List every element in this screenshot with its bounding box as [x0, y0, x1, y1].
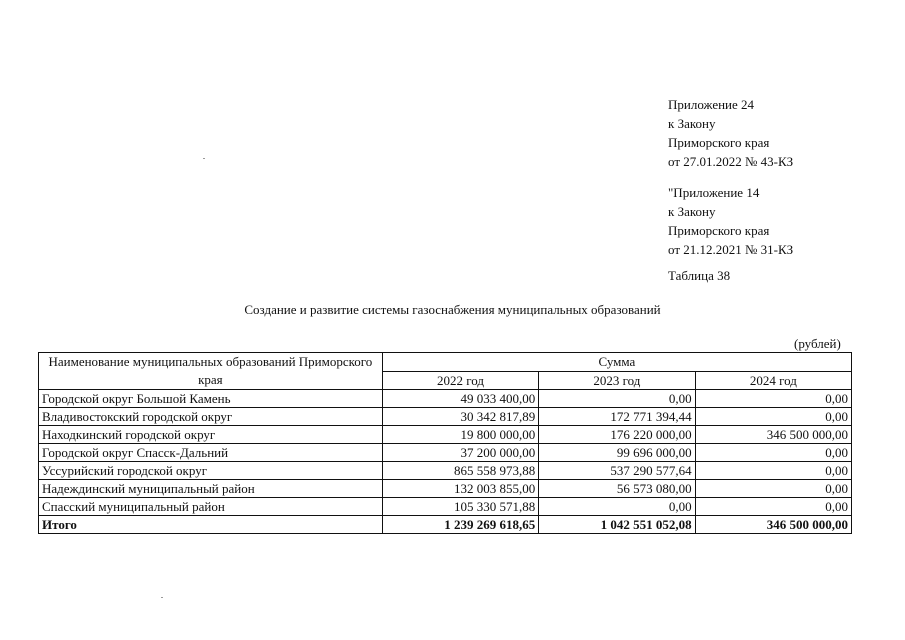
header-year-2023: 2023 год	[539, 371, 695, 390]
municipality-name: Владивостокский городской округ	[39, 408, 383, 426]
table-row	[39, 498, 852, 516]
units-label: (рублей)	[794, 336, 841, 351]
header-year-2024: 2024 год	[695, 371, 851, 390]
appendix-line: "Приложение 14	[668, 185, 760, 200]
municipality-name: Надеждинский муниципальный район	[39, 480, 383, 498]
municipality-name: Находкинский городской округ	[39, 426, 383, 444]
appendix-line: Приложение 24	[668, 97, 755, 112]
municipality-name: Городской округ Большой Камень	[39, 390, 383, 408]
amount-2024: 0,00	[695, 408, 851, 426]
amount-2024: 0,00	[695, 390, 851, 408]
municipality-name: Спасский муниципальный район	[39, 498, 383, 516]
header-row	[39, 353, 852, 372]
amount-2022: 105 330 571,88	[382, 498, 538, 516]
total-label: Итого	[39, 516, 383, 534]
appendix-line: к Закону	[668, 116, 716, 131]
amount-2024: 0,00	[695, 444, 851, 462]
total-row	[39, 516, 852, 534]
amount-2024: 0,00	[695, 480, 851, 498]
total-2022: 1 239 269 618,65	[382, 516, 538, 534]
table-row	[39, 408, 852, 426]
amount-2022: 865 558 973,88	[382, 462, 538, 480]
municipality-name: Уссурийский городской округ	[39, 462, 383, 480]
table-row	[39, 480, 852, 498]
appendix-line: от 27.01.2022 № 43-КЗ	[668, 154, 794, 169]
municipality-name: Городской округ Спасск-Дальний	[39, 444, 383, 462]
appendix-block-current	[668, 95, 793, 171]
appendix-line: от 21.12.2021 № 31-КЗ	[668, 242, 794, 257]
amount-2024: 346 500 000,00	[695, 426, 851, 444]
appendix-block-original	[668, 183, 793, 259]
total-2023: 1 042 551 052,08	[539, 516, 695, 534]
table-number: Таблица 38	[668, 268, 731, 283]
header-year-2022: 2022 год	[382, 371, 538, 390]
amount-2023: 56 573 080,00	[539, 480, 695, 498]
table-row	[39, 444, 852, 462]
table-row	[39, 462, 852, 480]
amount-2023: 99 696 000,00	[539, 444, 695, 462]
amount-2023: 176 220 000,00	[539, 426, 695, 444]
amount-2023: 537 290 577,64	[539, 462, 695, 480]
amount-2023: 0,00	[539, 498, 695, 516]
amount-2023: 172 771 394,44	[539, 408, 695, 426]
amount-2024: 0,00	[695, 498, 851, 516]
amount-2022: 30 342 817,89	[382, 408, 538, 426]
document-title: Создание и развитие системы газоснабжения муниципальных образований	[244, 302, 661, 317]
scan-speck	[203, 158, 205, 159]
table-row	[39, 390, 852, 408]
header-sum-cell: Сумма	[382, 353, 851, 372]
appendix-line: Приморского края	[668, 223, 770, 238]
amount-2023: 0,00	[539, 390, 695, 408]
header-name-cell: Наименование муниципальных образований Приморского края	[39, 353, 383, 390]
amount-2022: 37 200 000,00	[382, 444, 538, 462]
amount-2022: 19 800 000,00	[382, 426, 538, 444]
table-row	[39, 426, 852, 444]
scan-speck	[161, 597, 163, 598]
amount-2022: 49 033 400,00	[382, 390, 538, 408]
amount-2022: 132 003 855,00	[382, 480, 538, 498]
appendix-line: Приморского края	[668, 135, 770, 150]
amount-2024: 0,00	[695, 462, 851, 480]
appendix-line: к Закону	[668, 204, 716, 219]
funding-table	[38, 352, 852, 534]
total-2024: 346 500 000,00	[695, 516, 851, 534]
